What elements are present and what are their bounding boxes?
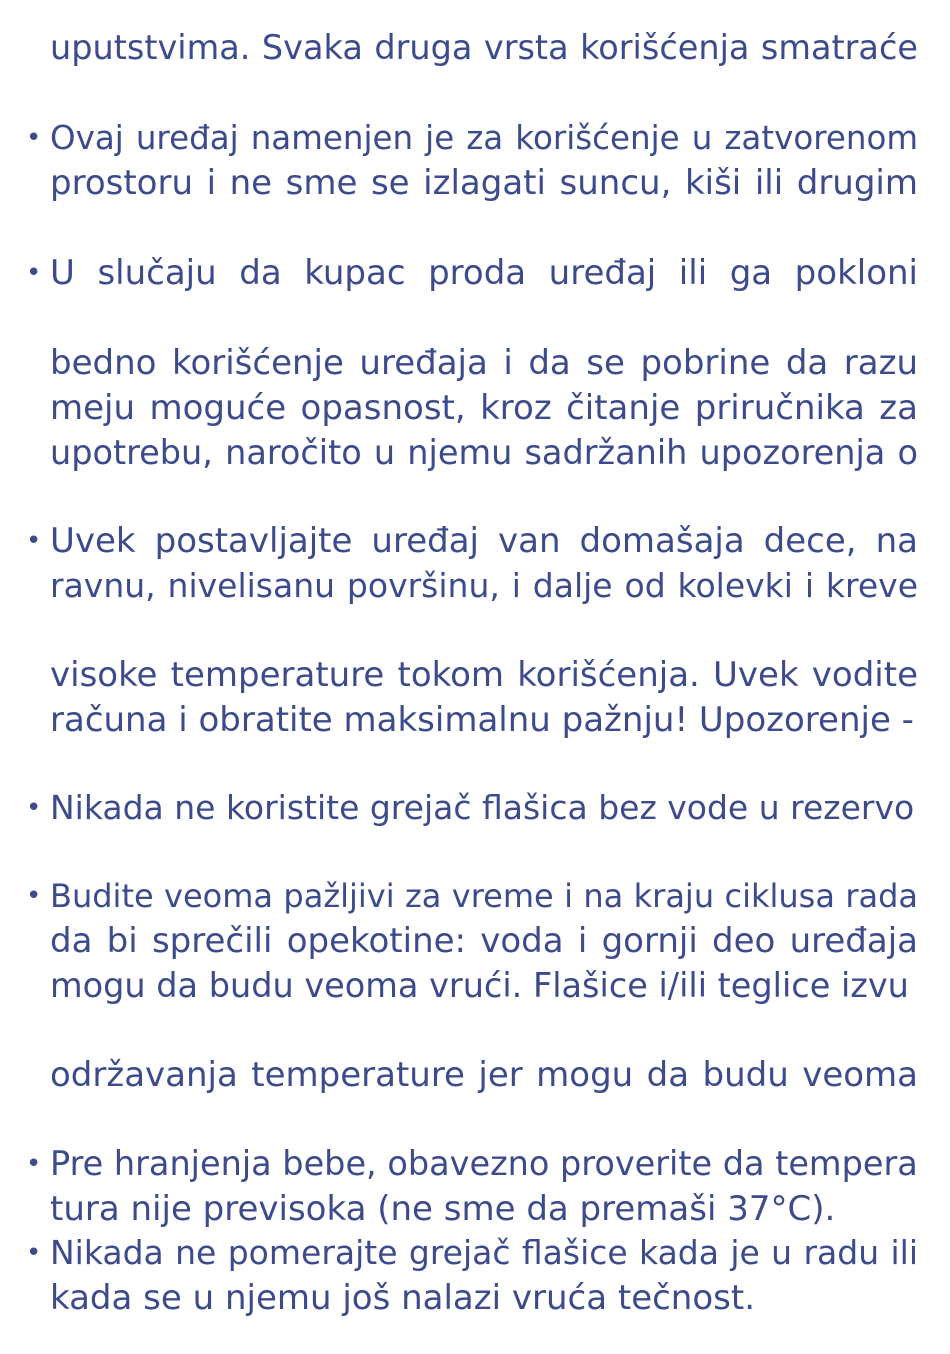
text-line-6: meju moguće opasnost, kroz čitanje priručnika za: [50, 388, 918, 428]
text-line-15: mogu da budu veoma vrući. Flašice i/ili teglice izvu: [50, 966, 909, 1005]
bullet-4: •: [26, 793, 42, 823]
text-line-8: Uvek postavljajte uređaj van domašaja dece, na: [50, 521, 918, 561]
text-line-9: ravnu, nivelisanu površinu, i dalje od kolevki i kreve: [50, 566, 918, 605]
text-line-13: Budite veoma pažljivi za vreme i na kraju ciklusa rada: [50, 877, 918, 915]
text-line-16: održavanja temperature jer mogu da budu veoma: [50, 1055, 918, 1095]
bullet-7: •: [26, 1238, 42, 1268]
text-line-3: prostoru i ne sme se izlagati suncu, kiši ili drugim: [50, 163, 918, 203]
text-line-5: bedno korišćenje uređaja i da se pobrine da razu: [50, 343, 918, 383]
text-line-7: upotrebu, naročito u njemu sadržanih upozorenja o: [50, 433, 918, 472]
text-line-2: Ovaj uređaj namenjen je za korišćenje u zatvorenom: [50, 119, 918, 157]
text-line-18: tura nije previsoka (ne sme da premaši 37°C).: [50, 1189, 836, 1229]
bullet-3: •: [26, 526, 42, 556]
text-line-14: da bi sprečili opekotine: voda i gornji deo uređaja: [50, 921, 918, 961]
bullet-2: •: [26, 258, 42, 288]
text-line-12: Nikada ne koristite grejač flašica bez vode u rezervo: [50, 788, 915, 827]
bullet-5: •: [26, 881, 42, 911]
bullet-6: •: [26, 1149, 42, 1179]
text-line-19: Nikada ne pomerajte grejač flašice kada je u radu ili: [50, 1233, 918, 1272]
text-line-11: računa i obratite maksimalnu pažnju! Upozorenje -: [50, 700, 914, 740]
text-line-4: U slučaju da kupac proda uređaj ili ga pokloni: [50, 253, 918, 293]
text-line-10: visoke temperature tokom korišćenja. Uvek vodite: [50, 655, 918, 695]
text-line-1: uputstvima. Svaka druga vrsta korišćenja smatraće: [50, 28, 918, 67]
bullet-1: •: [26, 123, 42, 153]
text-line-20: kada se u njemu još nalazi vruća tečnost.: [50, 1278, 756, 1318]
text-line-17: Pre hranjenja bebe, obavezno proverite da tempera: [50, 1144, 918, 1183]
